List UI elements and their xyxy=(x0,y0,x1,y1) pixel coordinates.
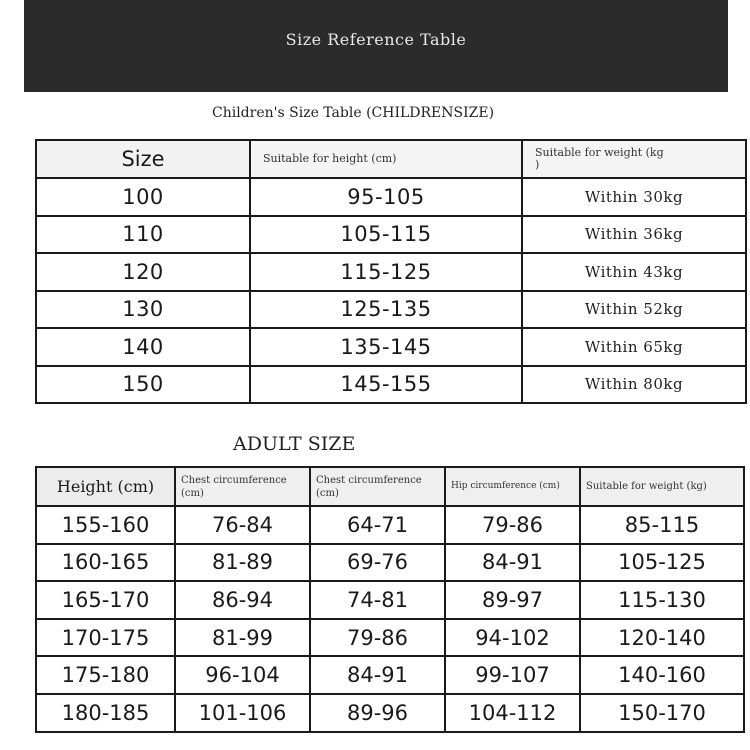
chest-cell: 81-89 xyxy=(175,544,310,582)
size-cell: 150 xyxy=(36,366,250,404)
table-row xyxy=(36,216,746,254)
header-size: Size xyxy=(36,140,250,178)
hip-cell: 84-91 xyxy=(445,544,580,582)
header-chest-2: Chest circumference (cm) xyxy=(310,467,445,506)
weight-cell: 140-160 xyxy=(580,656,744,694)
weight-cell: 120-140 xyxy=(580,619,744,657)
weight-cell: 150-170 xyxy=(580,694,744,732)
children-header-row xyxy=(36,140,746,178)
table-row xyxy=(36,581,744,619)
adult-table-title: ADULT SIZE xyxy=(233,433,356,455)
table-row xyxy=(36,291,746,329)
chest-cell: 84-91 xyxy=(310,656,445,694)
size-cell: 130 xyxy=(36,291,250,329)
height-cell: 180-185 xyxy=(36,694,175,732)
weight-cell: 105-125 xyxy=(580,544,744,582)
header-banner xyxy=(24,0,728,92)
height-cell: 165-170 xyxy=(36,581,175,619)
chest-cell: 81-99 xyxy=(175,619,310,657)
header-weight: Suitable for weight (kg) xyxy=(580,467,744,506)
chest-cell: 79-86 xyxy=(310,619,445,657)
weight-cell: 115-130 xyxy=(580,581,744,619)
height-cell: 155-160 xyxy=(36,506,175,544)
chest-cell: 69-76 xyxy=(310,544,445,582)
children-size-table xyxy=(35,139,747,404)
chest-cell: 76-84 xyxy=(175,506,310,544)
hip-cell: 104-112 xyxy=(445,694,580,732)
hip-cell: 89-97 xyxy=(445,581,580,619)
table-row xyxy=(36,619,744,657)
weight-cell: Within 65kg xyxy=(522,328,746,366)
chest-cell: 96-104 xyxy=(175,656,310,694)
size-cell: 140 xyxy=(36,328,250,366)
table-row xyxy=(36,253,746,291)
table-row xyxy=(36,366,746,404)
hip-cell: 94-102 xyxy=(445,619,580,657)
chest-cell: 101-106 xyxy=(175,694,310,732)
chest-cell: 74-81 xyxy=(310,581,445,619)
weight-cell: Within 43kg xyxy=(522,253,746,291)
table-row xyxy=(36,694,744,732)
height-cell: 125-135 xyxy=(250,291,522,329)
height-cell: 105-115 xyxy=(250,216,522,254)
table-row xyxy=(36,328,746,366)
height-cell: 160-165 xyxy=(36,544,175,582)
height-cell: 115-125 xyxy=(250,253,522,291)
hip-cell: 79-86 xyxy=(445,506,580,544)
chest-cell: 64-71 xyxy=(310,506,445,544)
weight-cell: Within 36kg xyxy=(522,216,746,254)
header-hip: Hip circumference (cm) xyxy=(445,467,580,506)
weight-cell: Within 52kg xyxy=(522,291,746,329)
size-cell: 100 xyxy=(36,178,250,216)
header-chest-1: Chest circumference (cm) xyxy=(175,467,310,506)
header-height: Suitable for height (cm) xyxy=(250,140,522,178)
size-cell: 110 xyxy=(36,216,250,254)
height-cell: 135-145 xyxy=(250,328,522,366)
chest-cell: 89-96 xyxy=(310,694,445,732)
header-height: Height (cm) xyxy=(36,467,175,506)
table-row xyxy=(36,178,746,216)
children-table-title: Children's Size Table (CHILDRENSIZE) xyxy=(212,105,495,121)
height-cell: 95-105 xyxy=(250,178,522,216)
table-row xyxy=(36,544,744,582)
adult-header-row xyxy=(36,467,744,506)
height-cell: 175-180 xyxy=(36,656,175,694)
hip-cell: 99-107 xyxy=(445,656,580,694)
banner-title: Size Reference Table xyxy=(285,30,467,49)
table-row xyxy=(36,656,744,694)
size-cell: 120 xyxy=(36,253,250,291)
header-weight: Suitable for weight (kg ) xyxy=(522,140,746,178)
height-cell: 170-175 xyxy=(36,619,175,657)
weight-cell: Within 30kg xyxy=(522,178,746,216)
weight-cell: Within 80kg xyxy=(522,366,746,404)
chest-cell: 86-94 xyxy=(175,581,310,619)
weight-cell: 85-115 xyxy=(580,506,744,544)
height-cell: 145-155 xyxy=(250,366,522,404)
table-row xyxy=(36,506,744,544)
adult-size-table xyxy=(35,466,745,733)
